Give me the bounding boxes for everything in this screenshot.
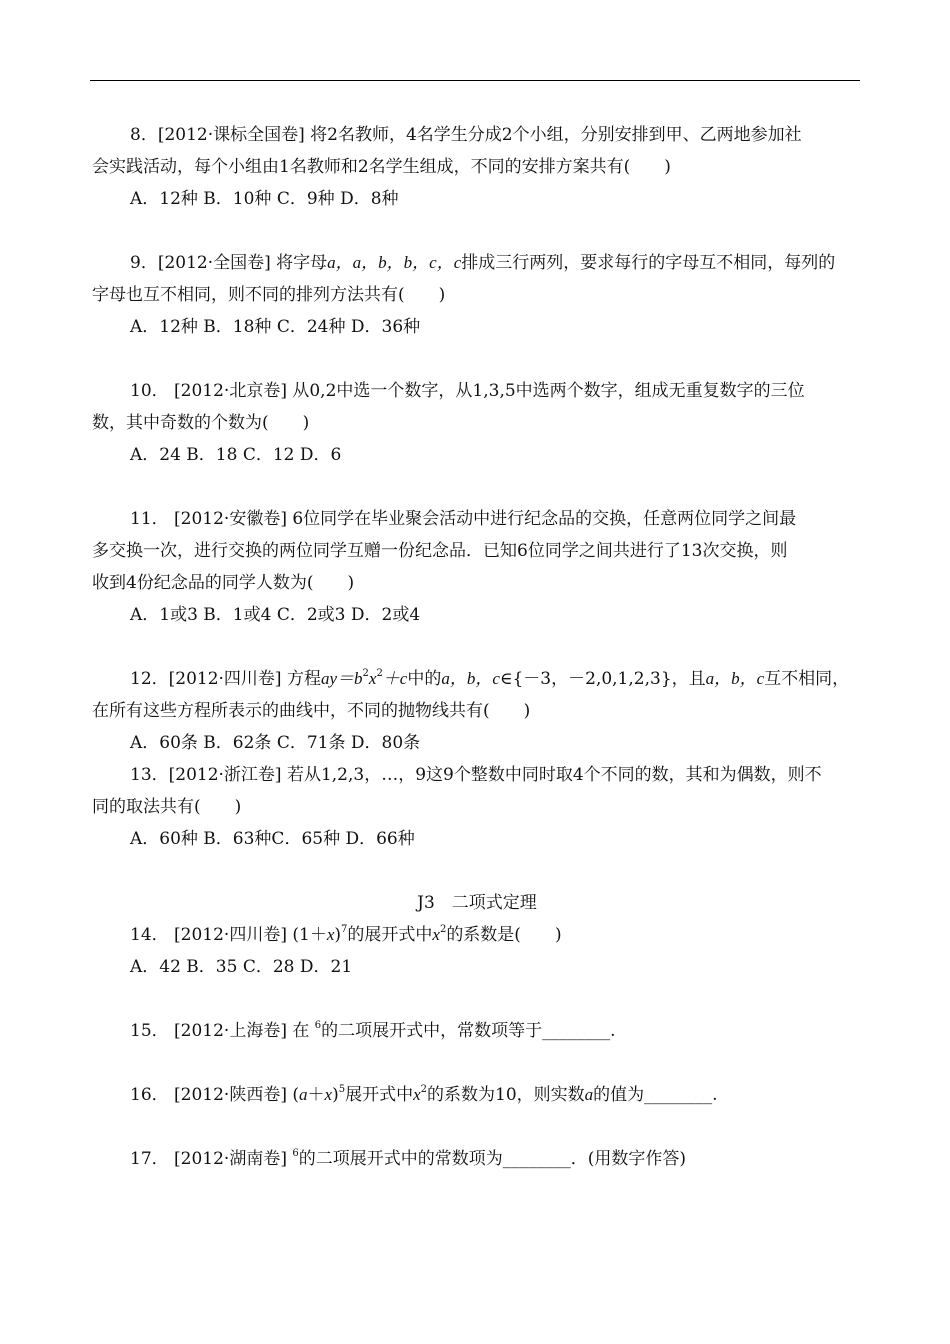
- problem-16-plus: ＋: [307, 1085, 325, 1105]
- problem-16-exp2: 2: [420, 1084, 427, 1096]
- problem-11-line-1: 11． [2012·安徽卷] 6位同学在毕业聚会活动中进行纪念品的交换，任意两位同学之间最: [130, 509, 797, 529]
- problem-10-line-1: 10． [2012·北京卷] 从0,2中选一个数字，从1,3,5中选两个数字，组成无重复数字的三位: [130, 381, 805, 401]
- problem-17-exp: 6: [292, 1148, 299, 1160]
- problem-12-suffix: 互不相同，: [764, 669, 850, 689]
- problem-14-suffix: 的系数是( ): [446, 925, 562, 945]
- problem-12-line-1: [92, 668, 900, 690]
- problem-10-line-2: 数，其中奇数的个数为( ): [92, 413, 310, 433]
- header-rule: [90, 80, 860, 81]
- problem-11-line-3: 收到4份纪念品的同学人数为( ): [92, 573, 355, 593]
- problem-13-options: A．60种 B．63种C．65种 D．66种: [130, 829, 415, 849]
- problem-15-suffix: 的二项展开式中，常数项等于________.: [321, 1021, 616, 1041]
- problem-17-prefix: 17． [2012·湖南卷]: [130, 1149, 287, 1169]
- problem-12-mid: 中的: [407, 669, 442, 689]
- problem-13-line-1: 13．[2012·浙江卷] 若从1,2,3，…，9这9个整数中同时取4个不同的数，其和为偶数，则不: [130, 765, 822, 785]
- problem-16-line: [92, 1084, 900, 1106]
- problem-8-line-1: 8．[2012·课标全国卷] 将2名教师，4名学生分成2个小组，分别安排到甲、乙两地参加社: [130, 125, 802, 145]
- problem-9-letters: a，a，b，b，c，c: [327, 253, 462, 272]
- problem-16-mid2: 的系数为10，则实数: [427, 1085, 585, 1105]
- problem-16-a2: a: [584, 1085, 594, 1104]
- problem-9-prefix: 9．[2012·全国卷] 将字母: [130, 253, 328, 273]
- problem-14-exp: 7: [341, 924, 348, 936]
- problem-16-x: x: [324, 1085, 333, 1104]
- problem-16-x2: x: [413, 1085, 421, 1104]
- problem-13-line-2: 同的取法共有( ): [92, 797, 242, 817]
- problem-14-exp2: 2: [439, 924, 447, 936]
- problem-8-options: A．12种 B．10种 C．9种 D．8种: [130, 189, 399, 209]
- problem-12-eq-lhs: ay: [320, 669, 338, 688]
- problem-12-exp-b: 2: [362, 668, 369, 680]
- problem-12-vars: a，b，c: [441, 669, 500, 688]
- problem-15-line: [92, 1020, 900, 1042]
- problem-14-options: A．42 B．35 C．28 D．21: [130, 957, 353, 977]
- problem-11-line-2: 多交换一次，进行交换的两位同学互赠一份纪念品．已知6位同学之间共进行了13次交换，则: [92, 541, 788, 561]
- problem-12-prefix: 12．[2012·四川卷] 方程: [130, 669, 321, 689]
- problem-12-exp-x: 2: [376, 668, 383, 680]
- problem-11-options: A．1或3 B．1或4 C．2或3 D．2或4: [130, 605, 421, 625]
- problem-16-a: a: [299, 1085, 308, 1104]
- problem-12-eq-tail: ＋c: [382, 669, 408, 688]
- problem-15-exp: 6: [314, 1020, 322, 1032]
- problem-12-set: ∈{－3，－2,0,1,2,3}，且: [499, 669, 706, 689]
- problem-17-suffix: 的二项展开式中的常数项为________．(用数字作答): [298, 1149, 687, 1169]
- problem-16-mid: 展开式中: [345, 1085, 414, 1105]
- problem-16-prefix: 16． [2012·陕西卷] (: [130, 1085, 300, 1105]
- problem-14-line-1: [92, 924, 900, 946]
- problem-9-line-1: [92, 252, 900, 274]
- problem-14-close: ): [334, 925, 342, 945]
- problem-16-close: ): [332, 1085, 339, 1105]
- problem-16-suffix: 的值为________.: [593, 1085, 718, 1105]
- problem-9-options: A．12种 B．18种 C．24种 D．36种: [130, 317, 421, 337]
- problem-8-line-2: 会实践活动，每个小组由1名教师和2名学生组成，不同的安排方案共有( ): [92, 157, 671, 177]
- problem-9-line-2: 字母也互不相同，则不同的排列方法共有( ): [92, 285, 446, 305]
- problem-14-x: x: [326, 925, 335, 944]
- problem-12-line-2: 在所有这些方程所表示的曲线中，不同的抛物线共有( ): [92, 701, 531, 721]
- problem-17-line: [92, 1148, 900, 1170]
- problem-12-options: A．60条 B．62条 C．71条 D．80条: [130, 733, 421, 753]
- problem-14-prefix: 14． [2012·四川卷] (1＋: [130, 925, 327, 945]
- problem-12-vars-2: a，b，c: [705, 669, 765, 688]
- problem-10-options: A．24 B．18 C．12 D．6: [130, 445, 342, 465]
- problem-14-mid: 的展开式中: [347, 925, 433, 945]
- problem-16-exp: 5: [338, 1084, 346, 1096]
- problem-14-x2: x: [432, 925, 440, 944]
- problem-9-suffix: 排成三行两列，要求每行的字母互不相同，每列的: [461, 253, 836, 273]
- problem-12-eq-mid: ＝b: [337, 669, 363, 688]
- problem-15-prefix: 15． [2012·上海卷] 在: [130, 1021, 310, 1041]
- problem-12-x: x: [368, 669, 377, 688]
- section-heading: J3 二项式定理: [417, 893, 537, 913]
